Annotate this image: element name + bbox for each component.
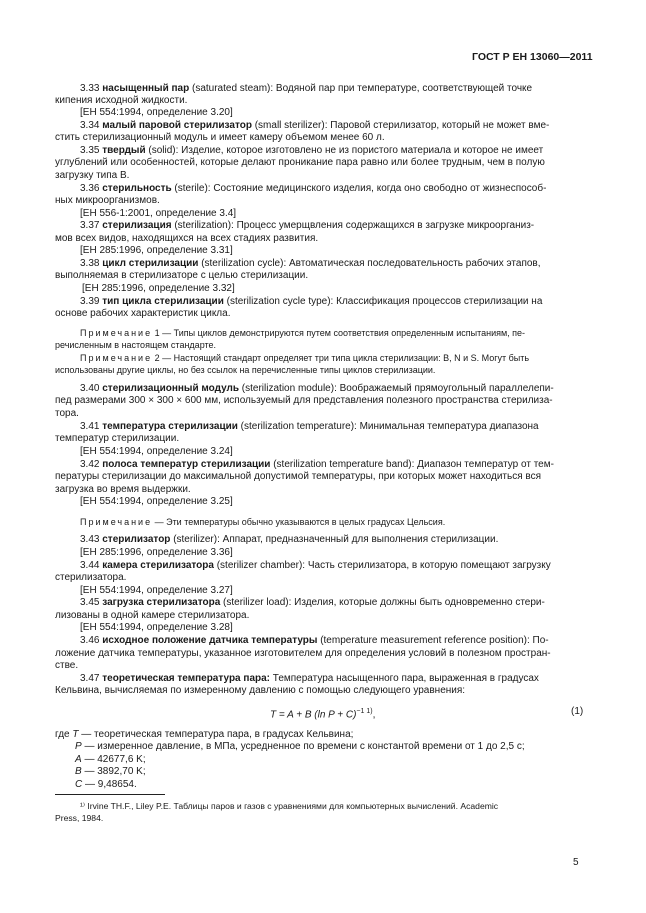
equation-number: (1) — [571, 706, 584, 717]
text-line — [80, 459, 554, 471]
text-segment: 3.34 — [80, 120, 103, 131]
text-line — [55, 685, 465, 697]
text-line — [80, 220, 534, 232]
text-line — [75, 766, 146, 778]
text-segment: стве. — [55, 660, 79, 671]
text-line — [75, 741, 525, 753]
text-line — [55, 308, 230, 320]
text-segment: [ЕН 285:1996, определение 3.31] — [80, 245, 233, 256]
text-segment: A — [75, 754, 82, 765]
text-line — [55, 157, 545, 169]
text-line — [80, 597, 545, 609]
text-segment: ных микроорганизмов. — [55, 195, 160, 206]
text-line — [80, 296, 542, 308]
footnote-line — [80, 800, 498, 812]
term: стерилизационный модуль — [102, 383, 240, 394]
term: полоса температур стерилизации — [102, 459, 271, 470]
text-segment: стить стерилизационный модуль и имеет камеру объемом менее 60 л. — [55, 132, 385, 143]
text-segment: [ЕН 285:1996, определение 3.36] — [80, 547, 233, 558]
text-segment: 3.36 — [80, 183, 103, 194]
text-line — [82, 283, 235, 295]
text-line — [80, 208, 236, 220]
text-segment: Примечание — [80, 353, 153, 363]
text-segment: [ЕН 554:1994, определение 3.20] — [80, 107, 233, 118]
text-line — [55, 660, 78, 672]
term: стерильность — [102, 183, 172, 194]
term: цикл стерилизации — [102, 258, 199, 269]
text-segment: ложение датчика температуры, указанное изготовителем для определения условий в полезном простран- — [55, 648, 551, 659]
text-line — [55, 233, 318, 245]
note-line — [80, 516, 445, 528]
text-segment: (saturated steam): Водяной пар при температуре, соответствующей точке — [189, 83, 533, 94]
text-segment: выполняемая в стерилизаторе с целью стерилизации. — [55, 270, 309, 281]
text-line — [80, 245, 233, 257]
text-line — [55, 170, 129, 182]
text-line — [55, 648, 551, 660]
text-line — [80, 673, 539, 685]
note-line — [55, 364, 435, 376]
text-segment: пед размерами 300 × 300 × 600 мм, используемый для представления полезного пространства стерилиза- — [55, 395, 553, 406]
text-line — [80, 585, 233, 597]
text-segment: — Эти температуры обычно указываются в целых градусах Цельсия. — [152, 517, 446, 527]
text-segment: пературы стерилизации до максимальной допустимой температуры, при которых может находиться вся — [55, 471, 542, 482]
text-line — [55, 433, 179, 445]
text-segment: — 42677,6 K; — [81, 754, 146, 765]
term: стерилизатор — [102, 534, 171, 545]
text-line — [80, 496, 233, 508]
text-line — [55, 95, 187, 107]
text-segment: B — [75, 766, 82, 777]
text-segment: загрузка во время выдержки. — [55, 484, 191, 495]
text-segment: 2 — Настоящий стандарт определяет три типа цикла стерилизации: В, N и S. Могут быть — [152, 353, 530, 363]
text-segment: ¹⁾ Irvine TH.F., Liley P.E. Таблицы паров и газов с уравнениями для компьютерных вычислений. Academic — [80, 801, 499, 811]
text-segment: T — [72, 729, 79, 740]
text-segment: 3.41 — [80, 421, 103, 432]
text-line — [55, 270, 308, 282]
text-segment: C — [75, 779, 83, 790]
text-line — [80, 145, 543, 157]
term: тип цикла стерилизации — [102, 296, 224, 307]
text-segment: — 3892,70 K; — [81, 766, 146, 777]
text-segment: углублений или особенностей, которые делают проникание пара равно или более трудным, чем в полую — [55, 157, 545, 168]
text-segment: (solid): Изделие, которое изготовлено не из пористого материала и которое не имеет — [145, 145, 544, 156]
term: малый паровой стерилизатор — [102, 120, 252, 131]
text-segment: [ЕН 554:1994, определение 3.24] — [80, 446, 233, 457]
text-line — [80, 446, 233, 458]
text-segment: 1 — Типы циклов демонстрируются путем соответствия определенным испытаниям, пе- — [152, 328, 526, 338]
text-line — [75, 754, 146, 766]
text-segment: (sterilization module): Воображаемый прямоугольный параллелепи- — [239, 383, 554, 394]
text-segment: Примечание — [80, 328, 153, 338]
text-line — [80, 622, 233, 634]
text-segment: 3.43 — [80, 534, 103, 545]
equation-superscript: −1 1) — [356, 708, 373, 715]
page-number: 5 — [573, 857, 579, 868]
term: твердый — [102, 145, 146, 156]
text-line — [80, 83, 532, 95]
equation-formula: T = A + B (ln P + C) — [270, 709, 357, 721]
text-line — [80, 560, 551, 572]
text-line — [80, 383, 554, 395]
text-line — [55, 408, 79, 420]
footnote-line — [55, 812, 103, 824]
text-segment: где — [55, 729, 73, 740]
text-segment: (sterilization temperature): Минимальная температура диапазона — [237, 421, 539, 432]
text-segment: [ЕН 556-1:2001, определение 3.4] — [80, 208, 237, 219]
text-segment: 3.47 — [80, 673, 103, 684]
text-segment: загрузку типа В. — [55, 170, 130, 181]
text-segment: основе рабочих характеристик цикла. — [55, 308, 231, 319]
text-segment: 3.45 — [80, 597, 103, 608]
text-segment: 3.33 — [80, 83, 103, 94]
text-line — [80, 534, 498, 546]
text-segment: мов всех видов, находящихся на всех стадиях развития. — [55, 233, 319, 244]
text-line — [80, 183, 546, 195]
text-segment: 3.38 — [80, 258, 103, 269]
term: камера стерилизатора — [102, 560, 214, 571]
text-line — [55, 572, 126, 584]
text-line — [55, 471, 541, 483]
text-segment: (temperature measurement reference position): По- — [317, 635, 549, 646]
text-segment: P — [75, 741, 82, 752]
text-line — [80, 635, 549, 647]
text-segment: Примечание — [80, 517, 153, 527]
term: насыщенный пар — [102, 83, 190, 94]
text-segment: (small sterilizer): Паровой стерилизатор, который не может вме- — [251, 120, 550, 131]
text-segment: Кельвина, вычисляемая по измеренному давлению с помощью следующего уравнения: — [55, 685, 466, 696]
term: загрузка стерилизатора — [102, 597, 221, 608]
text-segment: Press, 1984. — [55, 813, 104, 823]
text-segment: [ЕН 554:1994, определение 3.28] — [80, 622, 233, 633]
text-segment: лизованы в одной камере стерилизатора. — [55, 610, 250, 621]
text-line — [80, 421, 539, 433]
text-segment: (sterile): Состояние медицинского изделия, когда оно свободно от жизнеспособ- — [171, 183, 547, 194]
text-line — [75, 779, 137, 791]
text-segment: 3.37 — [80, 220, 103, 231]
note-line — [80, 352, 529, 364]
term: температура стерилизации — [102, 421, 238, 432]
text-segment: 3.39 — [80, 296, 103, 307]
text-segment: 3.46 — [80, 635, 103, 646]
text-segment: [ЕН 285:1996, определение 3.32] — [82, 283, 235, 294]
text-segment: (sterilizer): Аппарат, предназначенный для выполнения стерилизации. — [170, 534, 499, 545]
term: исходное положение датчика температуры — [102, 635, 318, 646]
equation: T = A + B (ln P + C)$^{-1 1)}$, — [270, 708, 376, 721]
text-segment: (sterilization temperature band): Диапазон температур от тем- — [270, 459, 554, 470]
term: стерилизация — [102, 220, 172, 231]
text-line — [80, 120, 549, 132]
text-segment: Температура насыщенного пара, выраженная в градусах — [270, 673, 539, 684]
text-segment: кипения исходной жидкости. — [55, 95, 188, 106]
text-segment: температур стерилизации. — [55, 433, 180, 444]
text-segment: (sterilization): Процесс умерщвления содержащихся в загрузке микроорганиз- — [171, 220, 535, 231]
text-segment: 3.42 — [80, 459, 103, 470]
text-segment: тора. — [55, 408, 79, 419]
text-line — [80, 258, 541, 270]
text-line — [55, 484, 191, 496]
document-header: ГОСТ Р ЕН 13060—2011 — [472, 51, 593, 63]
text-segment: 3.44 — [80, 560, 103, 571]
text-segment: 3.35 — [80, 145, 103, 156]
text-line — [55, 132, 385, 144]
text-segment: — измеренное давление, в МПа, усредненное по времени с константой времени от 1 до 2,5 с; — [81, 741, 525, 752]
text-segment: использованы другие циклы, но без ссылок на перечисленные типы циклов стерилизации. — [55, 365, 436, 375]
text-line — [55, 395, 553, 407]
footnote-rule — [55, 794, 165, 795]
text-segment: 3.40 — [80, 383, 103, 394]
text-line — [80, 107, 233, 119]
note-line — [55, 339, 216, 351]
text-segment: — 9,48654. — [82, 779, 137, 790]
text-segment: (sterilization cycle): Автоматическая последовательность рабочих этапов, — [198, 258, 541, 269]
text-segment: стерилизатора. — [55, 572, 127, 583]
text-segment: (sterilizer chamber): Часть стерилизатора, в которую помещают загрузку — [213, 560, 551, 571]
text-segment: (sterilizer load): Изделия, которые должны быть одновременно стери- — [220, 597, 545, 608]
text-line — [80, 547, 233, 559]
text-segment: [ЕН 554:1994, определение 3.25] — [80, 496, 233, 507]
text-line — [55, 195, 160, 207]
text-segment: речисленным в настоящем стандарте. — [55, 340, 217, 350]
term: теоретическая температура пара: — [102, 673, 270, 684]
text-segment: [ЕН 554:1994, определение 3.27] — [80, 585, 233, 596]
text-line — [55, 729, 353, 741]
text-segment: (sterilization cycle type): Классификация процессов стерилизации на — [223, 296, 543, 307]
text-line — [55, 610, 249, 622]
note-line — [80, 327, 525, 339]
text-segment: — теоретическая температура пара, в градусах Кельвина; — [78, 729, 354, 740]
